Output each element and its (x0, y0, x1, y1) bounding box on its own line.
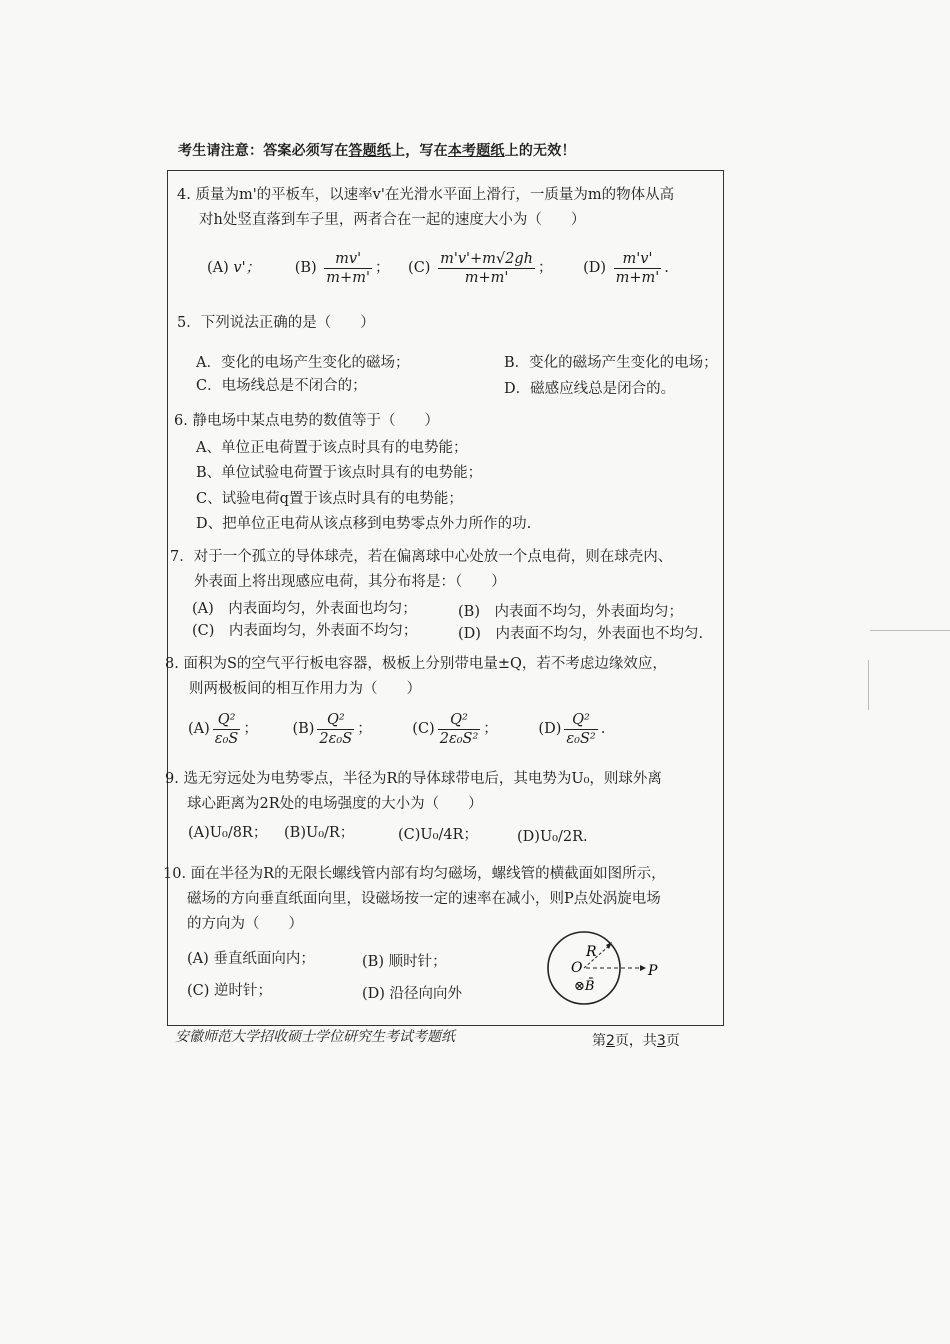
q7-line2: 外表面上将出现感应电荷，其分布将是：（ ） (194, 574, 506, 590)
q4-d-tail: . (664, 260, 669, 276)
q8-b-num: Q² (317, 711, 354, 730)
q8-c-label: (C) (412, 721, 435, 737)
q9-line1: 9. 选无穷远处为电势零点，半径为R的导体球带电后，其电势为U₀，则球外离 (165, 771, 662, 787)
q10-line3: 的方向为（ ） (187, 916, 303, 932)
question-8 (165, 652, 667, 702)
footer-page (592, 1030, 680, 1050)
q7-option-b: (B) 内表面不均匀，外表面均匀； (458, 604, 683, 620)
q5-option-a: A．变化的电场产生变化的磁场； (196, 355, 410, 371)
q7-option-a: (A) 内表面均匀，外表面也均匀； (192, 601, 417, 617)
exam-notice (178, 140, 576, 160)
q8-d-num: Q² (564, 711, 597, 730)
q5-stem: 5．下列说法正确的是（ ） (177, 315, 375, 331)
q8-d-den: ε₀S² (566, 730, 596, 747)
q10-option-a: (A) 垂直纸面向内； (187, 951, 315, 967)
q4-d-den: m+m' (615, 269, 660, 286)
notice-question-sheet: 本考题纸 (447, 143, 505, 159)
scan-mark (870, 630, 950, 631)
q6-stem: 6. 静电场中某点电势的数值等于（ ） (174, 413, 439, 429)
q4-d-num: m'v' (614, 250, 662, 269)
q8-a-tail: ； (243, 721, 258, 737)
q8-b-tail: ； (357, 721, 372, 737)
q8-b-label: (B) (292, 721, 315, 737)
q4-b-num: mv' (324, 250, 372, 269)
q4-line1: 4. 质量为m'的平板车，以速率v'在光滑水平面上滑行，一质量为m的物体从高 (177, 187, 675, 203)
q5-option-c: C．电场线总是不闭合的； (196, 378, 367, 394)
q8-options (188, 709, 605, 749)
question-10 (163, 862, 666, 937)
q9-option-c: (C)U₀/4R； (398, 827, 478, 843)
fig-label-O: O (571, 960, 583, 976)
q4-options (207, 248, 669, 288)
q9-option-a: (A)U₀/8R； (188, 825, 268, 841)
page-prefix: 第 (592, 1033, 606, 1049)
q4-a-label: (A) (207, 260, 229, 276)
q10-option-b: (B) 顺时针； (362, 954, 447, 970)
q8-line2: 则两极板间的相互作用力为（ ） (189, 681, 421, 697)
q8-d-tail: . (600, 721, 606, 737)
q8-d-label: (D) (538, 721, 562, 737)
q7-option-c: (C) 内表面均匀，外表面不均匀； (192, 623, 418, 639)
q4-d-label: (D) (583, 260, 607, 276)
scan-mark (868, 660, 869, 710)
q8-a-den: ε₀S (214, 730, 239, 747)
q4-b-tail: ； (374, 260, 390, 276)
q4-c-fraction (438, 250, 535, 287)
q10-line1: 10. 面在半径为R的无限长螺线管内部有均匀磁场，螺线管的横截面如图所示， (163, 866, 666, 882)
q8-c-den: 2ε₀S² (439, 730, 479, 747)
q4-line2: 对h处竖直落到车子里，两者合在一起的速度大小为（ ） (199, 212, 586, 228)
q10-option-c: (C) 逆时针； (187, 983, 273, 999)
footer-school: 安徽师范大学招收硕士学位研究生考试考题纸 (175, 1029, 455, 1045)
fig-label-B: ⊗B̄ (574, 979, 595, 994)
q8-line1: 8. 面积为S的空气平行板电容器，极板上分别带电量±Q，若不考虑边缘效应， (165, 656, 667, 672)
p-arrowhead (640, 965, 646, 971)
q9-option-b: (B)U₀/R； (284, 825, 355, 841)
fig-label-R: R (586, 944, 597, 960)
solenoid-figure (540, 928, 670, 1008)
q8-a-num: Q² (213, 711, 241, 730)
q4-c-num: m'v'+m√2gh (440, 250, 533, 267)
page-total: 3 (656, 1033, 666, 1049)
q8-a-label: (A) (188, 721, 210, 737)
q7-option-d: (D) 内表面不均匀，外表面也不均匀. (458, 626, 704, 642)
q6-option-d: D、把单位正电荷从该点移到电势零点外力所作的功. (196, 516, 532, 532)
q8-d-fraction (564, 711, 597, 748)
q8-c-num: Q² (438, 711, 481, 730)
question-7 (170, 545, 672, 595)
q8-b-den: 2ε₀S (319, 730, 353, 747)
q4-b-fraction (324, 250, 372, 287)
question-6 (174, 409, 439, 434)
q5-option-b: B．变化的磁场产生变化的电场； (504, 355, 718, 371)
notice-prefix: 考生请注意：答案必须写在 (178, 143, 349, 159)
question-9 (165, 767, 662, 817)
page-number: 2 (606, 1033, 615, 1049)
q8-c-fraction (438, 711, 481, 748)
q6-option-a: A、单位正电荷置于该点时具有的电势能； (196, 440, 468, 456)
q4-b-den: m+m' (326, 269, 370, 286)
q4-a-value: v'； (233, 260, 261, 276)
question-5 (177, 311, 375, 336)
page-suffix: 页 (665, 1033, 680, 1049)
q5-option-d: D．磁感应线总是闭合的。 (504, 381, 676, 397)
q4-c-tail: ； (537, 260, 553, 276)
q4-c-den: m+m' (464, 269, 509, 286)
fig-label-P: P (648, 963, 658, 979)
q8-c-tail: ； (483, 721, 498, 737)
q9-option-d: (D)U₀/2R. (517, 829, 588, 845)
q8-a-fraction (213, 711, 241, 748)
q4-d-fraction (614, 250, 662, 287)
q8-b-fraction (317, 711, 354, 748)
q6-option-c: C、试验电荷q置于该点时具有的电势能； (196, 491, 463, 507)
q6-option-b: B、单位试验电荷置于该点时具有的电势能； (196, 465, 483, 481)
notice-answer-sheet: 答题纸 (348, 143, 392, 159)
q9-line2: 球心距离为2R处的电场强度的大小为（ ） (187, 796, 483, 812)
question-4 (177, 183, 674, 233)
q4-c-label: (C) (408, 260, 431, 276)
q7-line1: 7．对于一个孤立的导体球壳，若在偏离球中心处放一个点电荷，则在球壳内、 (170, 549, 673, 565)
q10-option-d: (D) 沿径向向外 (362, 986, 463, 1002)
notice-suffix: 上的无效！ (504, 143, 576, 159)
page-mid: 页，共 (614, 1033, 657, 1049)
q4-b-label: (B) (294, 260, 317, 276)
q10-line2: 磁场的方向垂直纸面向里，设磁场按一定的速率在减小，则P点处涡旋电场 (187, 891, 661, 907)
notice-mid: 上，写在 (391, 143, 448, 159)
